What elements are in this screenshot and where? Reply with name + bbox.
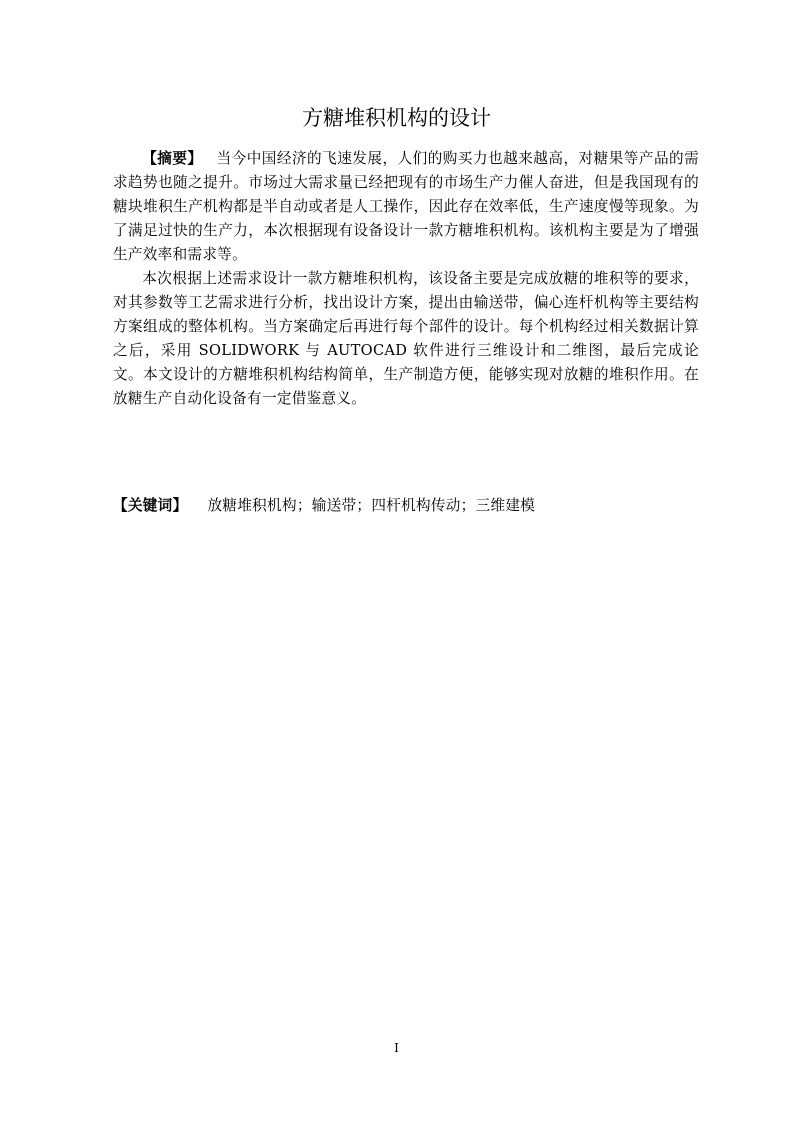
abstract-label: 【摘要】 <box>142 150 203 167</box>
keywords-section <box>113 494 699 518</box>
abstract-paragraph-1 <box>113 147 699 267</box>
keywords-label: 【关键词】 <box>113 497 188 514</box>
abstract-section <box>113 147 699 411</box>
abstract-paragraph-2: 本次根据上述需求设计一款方糖堆积机构，该设备主要是完成放糖的堆积等的要求，对其参数等工艺需求进行分析，找出设计方案，提出由输送带，偏心连杆机构等主要结构方案组成的整体机构。当方案确定后再进行每个部件的设计。每个机构经过相关数据计算之后，采用 SOLIDWORK 与 AUTOCAD 软件进行三维设计和二维图，最后完成论文。本文设计的方糖堆积机构结构简单，生产制造方便，能够实现对放糖的堆积作用。在放糖生产自动化设备有一定借鉴意义。 <box>113 270 699 407</box>
page-number: I <box>394 1041 399 1055</box>
keywords-text: 放糖堆积机构；输送带；四杆机构传动；三维建模 <box>207 497 536 514</box>
abstract-paragraph-1-text: 当今中国经济的飞速发展，人们的购买力也越来越高，对糖果等产品的需求趋势也随之提升。市场过大需求量已经把现有的市场生产力催人奋进，但是我国现有的糖块堆积生产机构都是半自动或者是人工操作，因此存在效率低，生产速度慢等现象。为了满足过快的生产力，本次根据现有设备设计一款方糖堆积机构。该机构主要是为了增强生产效率和需求等。 <box>113 150 700 263</box>
document-title: 方糖堆积机构的设计 <box>302 106 491 130</box>
